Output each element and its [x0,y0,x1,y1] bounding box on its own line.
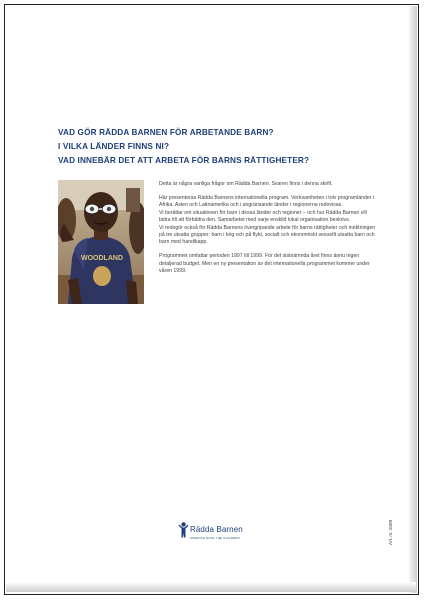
paragraph-program: Här presenteras Rädda Barnens internationella program. Verksamheten i tolv programländer i Afrika, Asien och Latinamerika och i angränsande länder i regionerna redovisas. [159,194,375,209]
question-headings [58,126,388,168]
logo-tagline: SWEDISH SAVE THE CHILDREN [190,536,240,540]
paragraph-intro: Detta är några vanliga frågor om Rädda Barnen. Svaren finns i denna skrift. [159,181,333,187]
heading-2: I VILKA LÄNDER FINNS NI? [58,142,170,151]
shirt-text: WOODLAND [81,255,123,262]
body-text [159,181,377,282]
radda-barnen-logo [178,522,248,552]
paragraph-situation: Vi berättar om situationen för barn i dessa länder och regioner – och hur Rädda Barnen vill bidra till att förbättra den. Samarbetet med varje enskild lokal organisation beskrivs. [159,209,367,224]
heading-3: VAD INNEBÄR DET ATT ARBETA FÖR BARNS RÄTTIGHETER? [58,156,310,165]
child-photo-illustration [58,180,144,304]
logo-name: Rädda Barnen [190,525,243,534]
article-number: Art. nr. 2009 [388,519,393,545]
child-photo [58,180,144,304]
paragraph-rights: Vi redogör också för Rädda Barnens övergripande arbete för barns rättigheter och inriktningen på tre utsatta grupper: barn i krig och på flykt, socialt och ekonomiskt sexuellt utsatta barn och barn med handikapp. [159,224,376,246]
heading-1: VAD GÖR RÄDDA BARNEN FÖR ARBETANDE BARN? [58,128,274,137]
paragraph-period: Programmet omfattar perioden 1997 till 1999. För det sistnämnda året finns ännu ingen detaljerad budget. Men en ny presentation av det internationella programmet kommer under våren 1999. [159,253,370,275]
child-figure-icon [178,522,189,538]
